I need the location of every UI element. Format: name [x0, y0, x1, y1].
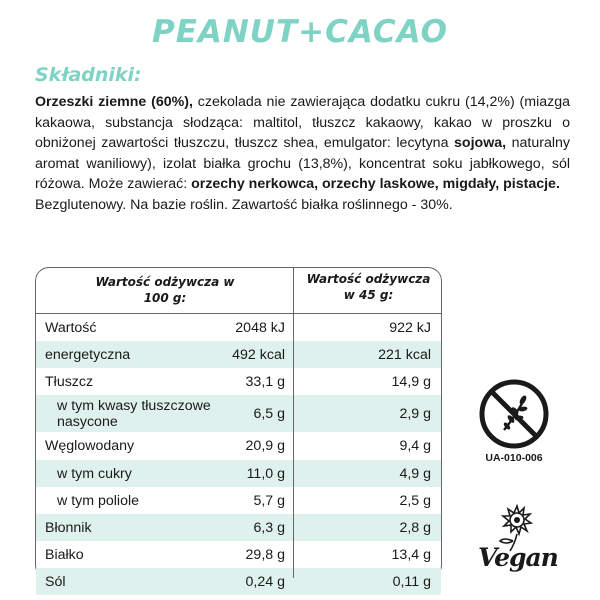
ingredients-text — [35, 92, 570, 215]
nutrient-label: w tym kwasy tłuszczowe nasycone — [57, 397, 211, 430]
ingredient-text: czekolada nie zawierająca dodatku cukru (14,2%) (miazga kakaowa, substancja słodząca: maltitol, tłuszcz kakaowy, kakao w proszku o obniżonej zawartości tłuszczu, tłuszcz shea, emulgator: lecytyna — [35, 94, 570, 151]
value-per100: 492 kcal — [232, 346, 285, 363]
nutrient-label: Wartość — [45, 319, 97, 336]
nutrient-label: energetyczna — [45, 346, 131, 363]
header-per45 — [294, 271, 443, 303]
header-per100 — [36, 274, 294, 306]
nutrition-row — [36, 341, 441, 368]
header-per100-text: Wartość odżywcza w 100 g: — [95, 275, 235, 305]
nutrition-row — [36, 432, 441, 460]
value-per45: 2,5 g — [399, 492, 431, 509]
value-per100: 6,3 g — [253, 519, 285, 536]
nutrition-table-header — [36, 268, 441, 314]
value-per100: 0,24 g — [245, 573, 285, 590]
nutrition-row — [36, 514, 441, 541]
value-per100: 20,9 g — [245, 438, 285, 454]
value-per45: 221 kcal — [378, 346, 431, 363]
value-per100: 5,7 g — [253, 492, 285, 509]
product-title: PEANUT+CACAO — [151, 14, 449, 50]
nutrition-row — [36, 314, 441, 341]
value-per45: 0,11 g — [392, 573, 431, 590]
value-per45: 922 kJ — [389, 319, 431, 336]
nutrition-row — [36, 368, 441, 395]
allergen-bold: sojowa, — [454, 135, 507, 151]
value-per100: 11,0 g — [246, 465, 285, 482]
value-per100: 33,1 g — [245, 373, 285, 390]
value-per45: 13,4 g — [391, 546, 431, 563]
nutrient-label: w tym cukry — [57, 465, 132, 482]
nutrient-label: Tłuszcz — [45, 373, 94, 390]
value-per100: 6,5 g — [253, 405, 285, 422]
nutrition-row — [36, 487, 441, 514]
ingredients-paragraph — [35, 92, 570, 195]
nutrient-label: Sól — [45, 573, 66, 590]
column-divider — [293, 268, 294, 578]
value-per45: 2,9 g — [399, 405, 431, 422]
nutrient-label: Węglowodany — [45, 438, 135, 454]
value-per45: 9,4 g — [399, 438, 431, 454]
nutrient-label: Białko — [45, 546, 84, 563]
nutrition-row — [36, 395, 441, 432]
allergen-bold: orzechy nerkowca, orzechy laskowe, migdały, pistacje. — [191, 176, 560, 192]
value-per100: 29,8 g — [245, 546, 285, 563]
value-per100: 2048 kJ — [235, 319, 285, 336]
vegan-label: Vegan — [478, 543, 558, 572]
nutrition-row — [36, 568, 441, 595]
nutrient-label: w tym poliole — [57, 492, 140, 509]
gluten-free-code: UA-010-006 — [485, 452, 543, 464]
value-per45: 4,9 g — [399, 465, 431, 482]
ingredient-bold: Orzeszki ziemne (60%), — [35, 94, 193, 110]
nutrition-table — [35, 267, 442, 590]
ingredients-note: Bezglutenowy. Na bazie roślin. Zawartość białka roślinnego - 30%. — [35, 196, 453, 213]
value-per45: 2,8 g — [399, 519, 431, 536]
header-per45-text: Wartość odżywcza w 45 g: — [306, 272, 431, 302]
nutrition-row — [36, 541, 441, 568]
crossed-grain-icon — [478, 378, 550, 450]
nutrition-row — [36, 460, 441, 487]
ingredient-text: naturalny aromat waniliowy), izolat białka grochu (13,8%), koncentrat soku jabłkowego, sól różowa. Może zawierać: — [35, 135, 571, 192]
nutrient-label: Błonnik — [45, 519, 92, 536]
value-per45: 14,9 g — [391, 373, 431, 390]
ingredients-heading: Składniki: — [35, 64, 142, 86]
